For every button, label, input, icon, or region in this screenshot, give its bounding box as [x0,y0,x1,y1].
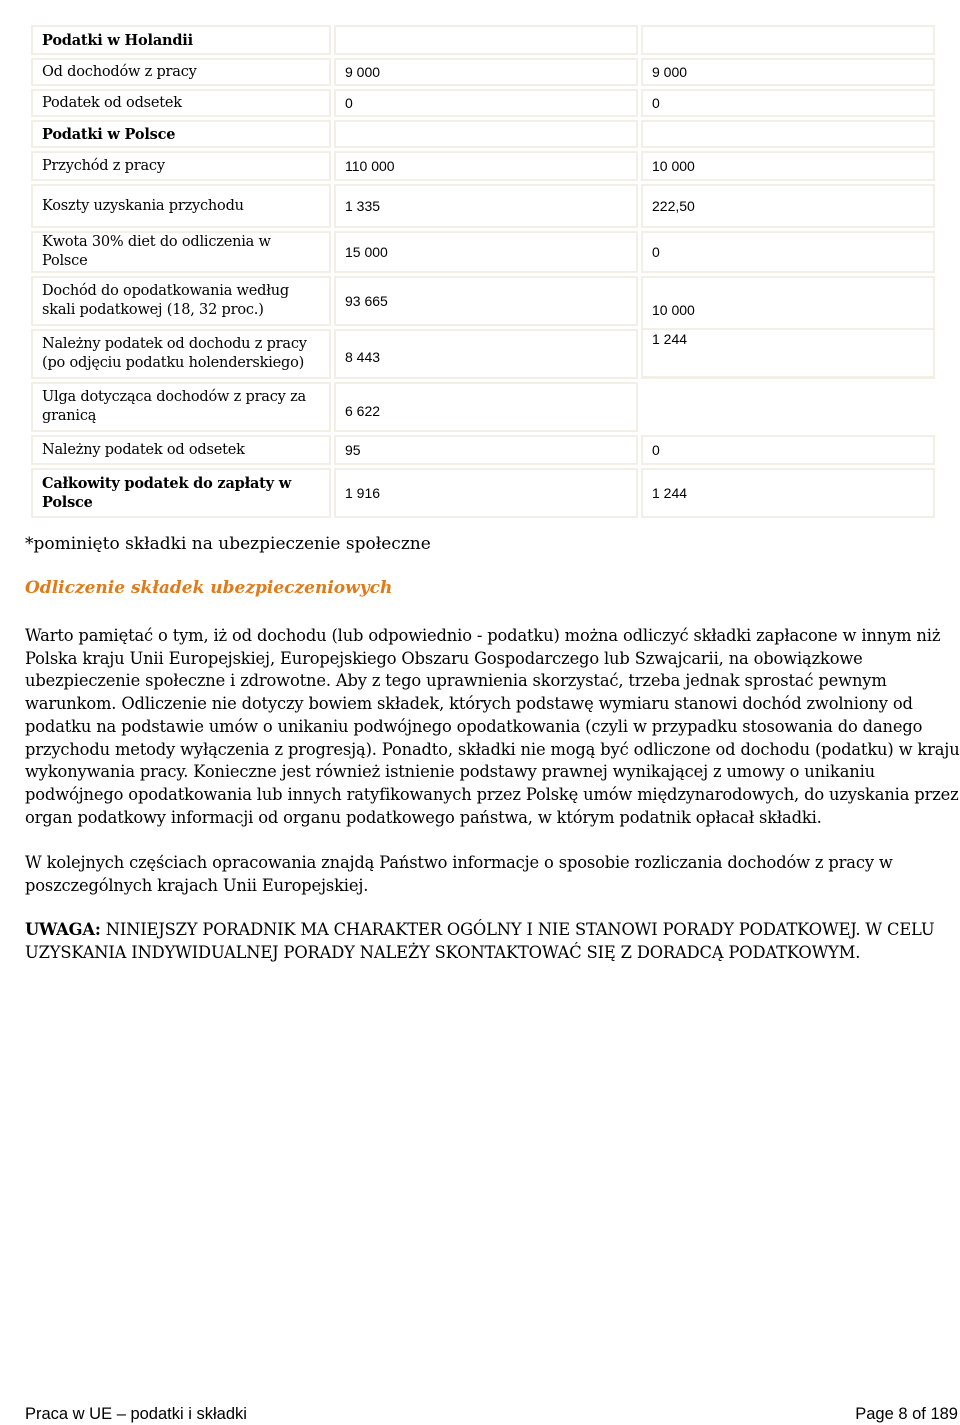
cell-value: 8 443 [334,329,638,379]
warning-text: NINIEJSZY PORADNIK MA CHARAKTER OGÓLNY I NIE STANOWI PORADY PODATKOWEJ. W CELU UZYSKANIA INDYWIDUALNEJ PORADY NALEŻY SKONTAKTOWAĆ SIĘ Z DORADCĄ PODATKOWYM. [25,920,935,962]
table-row [31,58,935,86]
cell-value: 10 000 [652,302,695,318]
warning-notice [25,919,960,964]
table-footnote: *pominięto składki na ubezpieczenie społeczne [25,534,431,554]
section-title-netherlands: Podatki w Holandii [31,25,331,55]
cell-value: 9 000 [641,58,935,86]
cell-value: 0 [641,435,935,465]
row-label: Przychód z pracy [31,151,331,181]
row-label: Koszty uzyskania przychodu [31,184,331,228]
row-label: Od dochodów z pracy [31,58,331,86]
footer-title: Praca w UE – podatki i składki [25,1405,247,1423]
tax-comparison-table [28,22,938,521]
row-label: Kwota 30% diet do odliczenia w Polsce [31,231,331,273]
row-label-total: Całkowity podatek do zapłaty w Polsce [31,468,331,518]
page-number: Page 8 of 189 [855,1405,958,1423]
body-paragraph: Warto pamiętać o tym, iż od dochodu (lub odpowiednio - podatku) można odliczyć składki zapłacone w innym niż Polska kraju Unii Europejskiej, Europejskiego Obszaru Gospodarczego lub Szwajcarii, na obowiązkowe ubezpieczenie społeczne i zdrowotne. Aby z tego uprawnienia skorzystać, trzeba jednak sprostać pewnym warunkom. Odliczenie nie dotyczy bowiem składek, których podstawę wymiaru stanowi dochód zwolniony od podatku na podstawie umów o unikaniu podwójnego opodatkowania (czyli w przypadku stosowania do danego przychodu metody wyłączenia z progresją). Ponadto, składki nie mogą być odliczone od dochodu (podatku) w kraju wykonywania pracy. Konieczne jest również istnienie podstawy prawnej wynikającej z umowy o unikaniu podwójnego opodatkowania lub innych ratyfikowanych przez Polskę umów międzynarodowych, do uzyskania przez organ podatkowy informacji od organu podatkowego państwa, w którym podatnik opłacał składki. [25,626,960,827]
cell-value: 10 000 [641,151,935,181]
table-row [31,468,935,518]
cell-value-total: 1 916 [334,468,638,518]
table-row [31,89,935,117]
table-row [31,25,935,55]
row-label: Należny podatek od odsetek [31,435,331,465]
table-row [31,276,935,326]
cell-value: 0 [641,89,935,117]
cell-value: 9 000 [334,58,638,86]
table-row [31,435,935,465]
cell-value: 222,50 [641,184,935,228]
row-label: Dochód do opodatkowania według skali podatkowej (18, 32 proc.) [31,276,331,326]
warning-label: UWAGA: [25,920,101,939]
cell-value: 0 [641,231,935,273]
table-row [31,184,935,228]
cell-value: 110 000 [334,151,638,181]
cell-value: 1 335 [334,184,638,228]
table-row [31,382,935,432]
row-label: Ulga dotycząca dochodów z pracy za granicą [31,382,331,432]
cell-value: 93 665 [334,276,638,326]
table-row [31,151,935,181]
row-label: Podatek od odsetek [31,89,331,117]
cell-value-total: 1 244 [641,468,935,518]
cell-value: 0 [334,89,638,117]
cell-value: 6 622 [334,382,638,432]
cell-value: 15 000 [334,231,638,273]
table-row [31,231,935,273]
table-row [31,120,935,148]
body-paragraph: W kolejnych częściach opracowania znajdą Państwo informacje o sposobie rozliczania dochodów z pracy w poszczególnych krajach Unii Europejskiej. [25,853,893,895]
row-label: Należny podatek od dochodu z pracy (po odjęciu podatku holenderskiego) [31,329,331,379]
cell-value: 1 244 [641,328,935,378]
section-title-poland: Podatki w Polsce [31,120,331,148]
cell-value: 95 [334,435,638,465]
section-heading: Odliczenie składek ubezpieczeniowych [25,578,393,598]
